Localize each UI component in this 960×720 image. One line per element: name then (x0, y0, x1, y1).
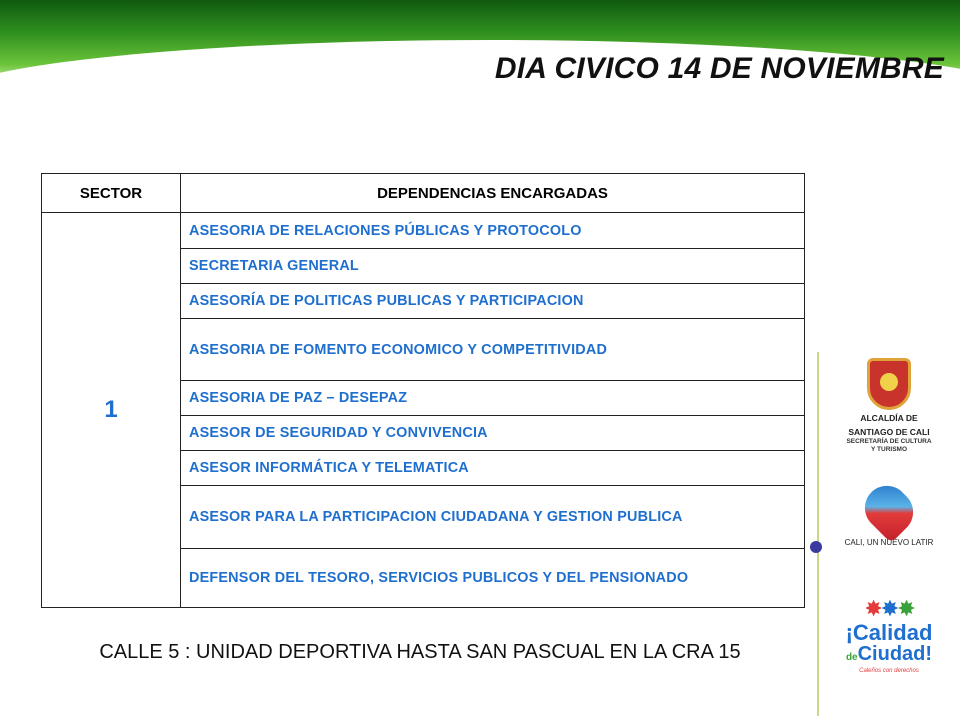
alcaldia-logo (838, 358, 940, 458)
page-title: DIA CIVICO 14 DE NOVIEMBRE (494, 52, 944, 85)
heart-icon (860, 484, 918, 536)
ciudad-line (838, 644, 940, 668)
divider-dot (810, 541, 822, 553)
alcaldia-line2: SANTIAGO DE CALI (848, 427, 930, 437)
table-cell: ASESORIA DE FOMENTO ECONOMICO Y COMPETITIVIDAD (181, 319, 805, 381)
table-cell: ASESOR PARA LA PARTICIPACION CIUDADANA Y GESTION PUBLICA (181, 486, 805, 549)
alcaldia-line4: Y TURISMO (871, 446, 907, 453)
table-header-row (42, 174, 805, 213)
ciudad-word: Ciudad! (857, 643, 933, 665)
calidad-de-ciudad-logo (838, 596, 940, 684)
footer-route-text: CALLE 5 : UNIDAD DEPORTIVA HASTA SAN PASCUAL EN LA CRA 15 (99, 641, 741, 663)
calidad-word: ¡Calidad (845, 620, 933, 645)
cali-logo-text: CALI, UN NUEVO LATIR (844, 538, 934, 547)
table-cell: SECRETARIA GENERAL (181, 249, 805, 284)
table-cell: ASESORIA DE RELACIONES PÚBLICAS Y PROTOCOLO (181, 213, 805, 249)
column-header-dependencias: DEPENDENCIAS ENCARGADAS (181, 174, 805, 213)
calidad-de: de (845, 652, 858, 663)
table-cell: ASESORIA DE PAZ – DESEPAZ (181, 381, 805, 416)
table-cell: DEFENSOR DEL TESORO, SERVICIOS PUBLICOS Y DEL PENSIONADO (181, 549, 805, 608)
coat-of-arms-icon (867, 358, 911, 410)
column-header-sector: SECTOR (42, 174, 181, 213)
alcaldia-line3: SECRETARÍA DE CULTURA (846, 438, 932, 445)
calidad-tagline: Caleños con derechos (859, 668, 919, 674)
table-row (42, 213, 805, 249)
table-cell: ASESOR INFORMÁTICA Y TELEMATICA (181, 451, 805, 486)
table-cell: ASESOR DE SEGURIDAD Y CONVIVENCIA (181, 416, 805, 451)
table-cell: ASESORÍA DE POLITICAS PUBLICAS Y PARTICIPACION (181, 284, 805, 319)
people-figures-icon: ✸✸✸ (864, 596, 914, 621)
cali-nuevo-latir-logo (838, 484, 940, 566)
alcaldia-line1: ALCALDÍA DE (860, 413, 918, 423)
dependencias-table (41, 173, 805, 608)
divider-line (817, 352, 819, 716)
sector-number: 1 (42, 213, 181, 608)
